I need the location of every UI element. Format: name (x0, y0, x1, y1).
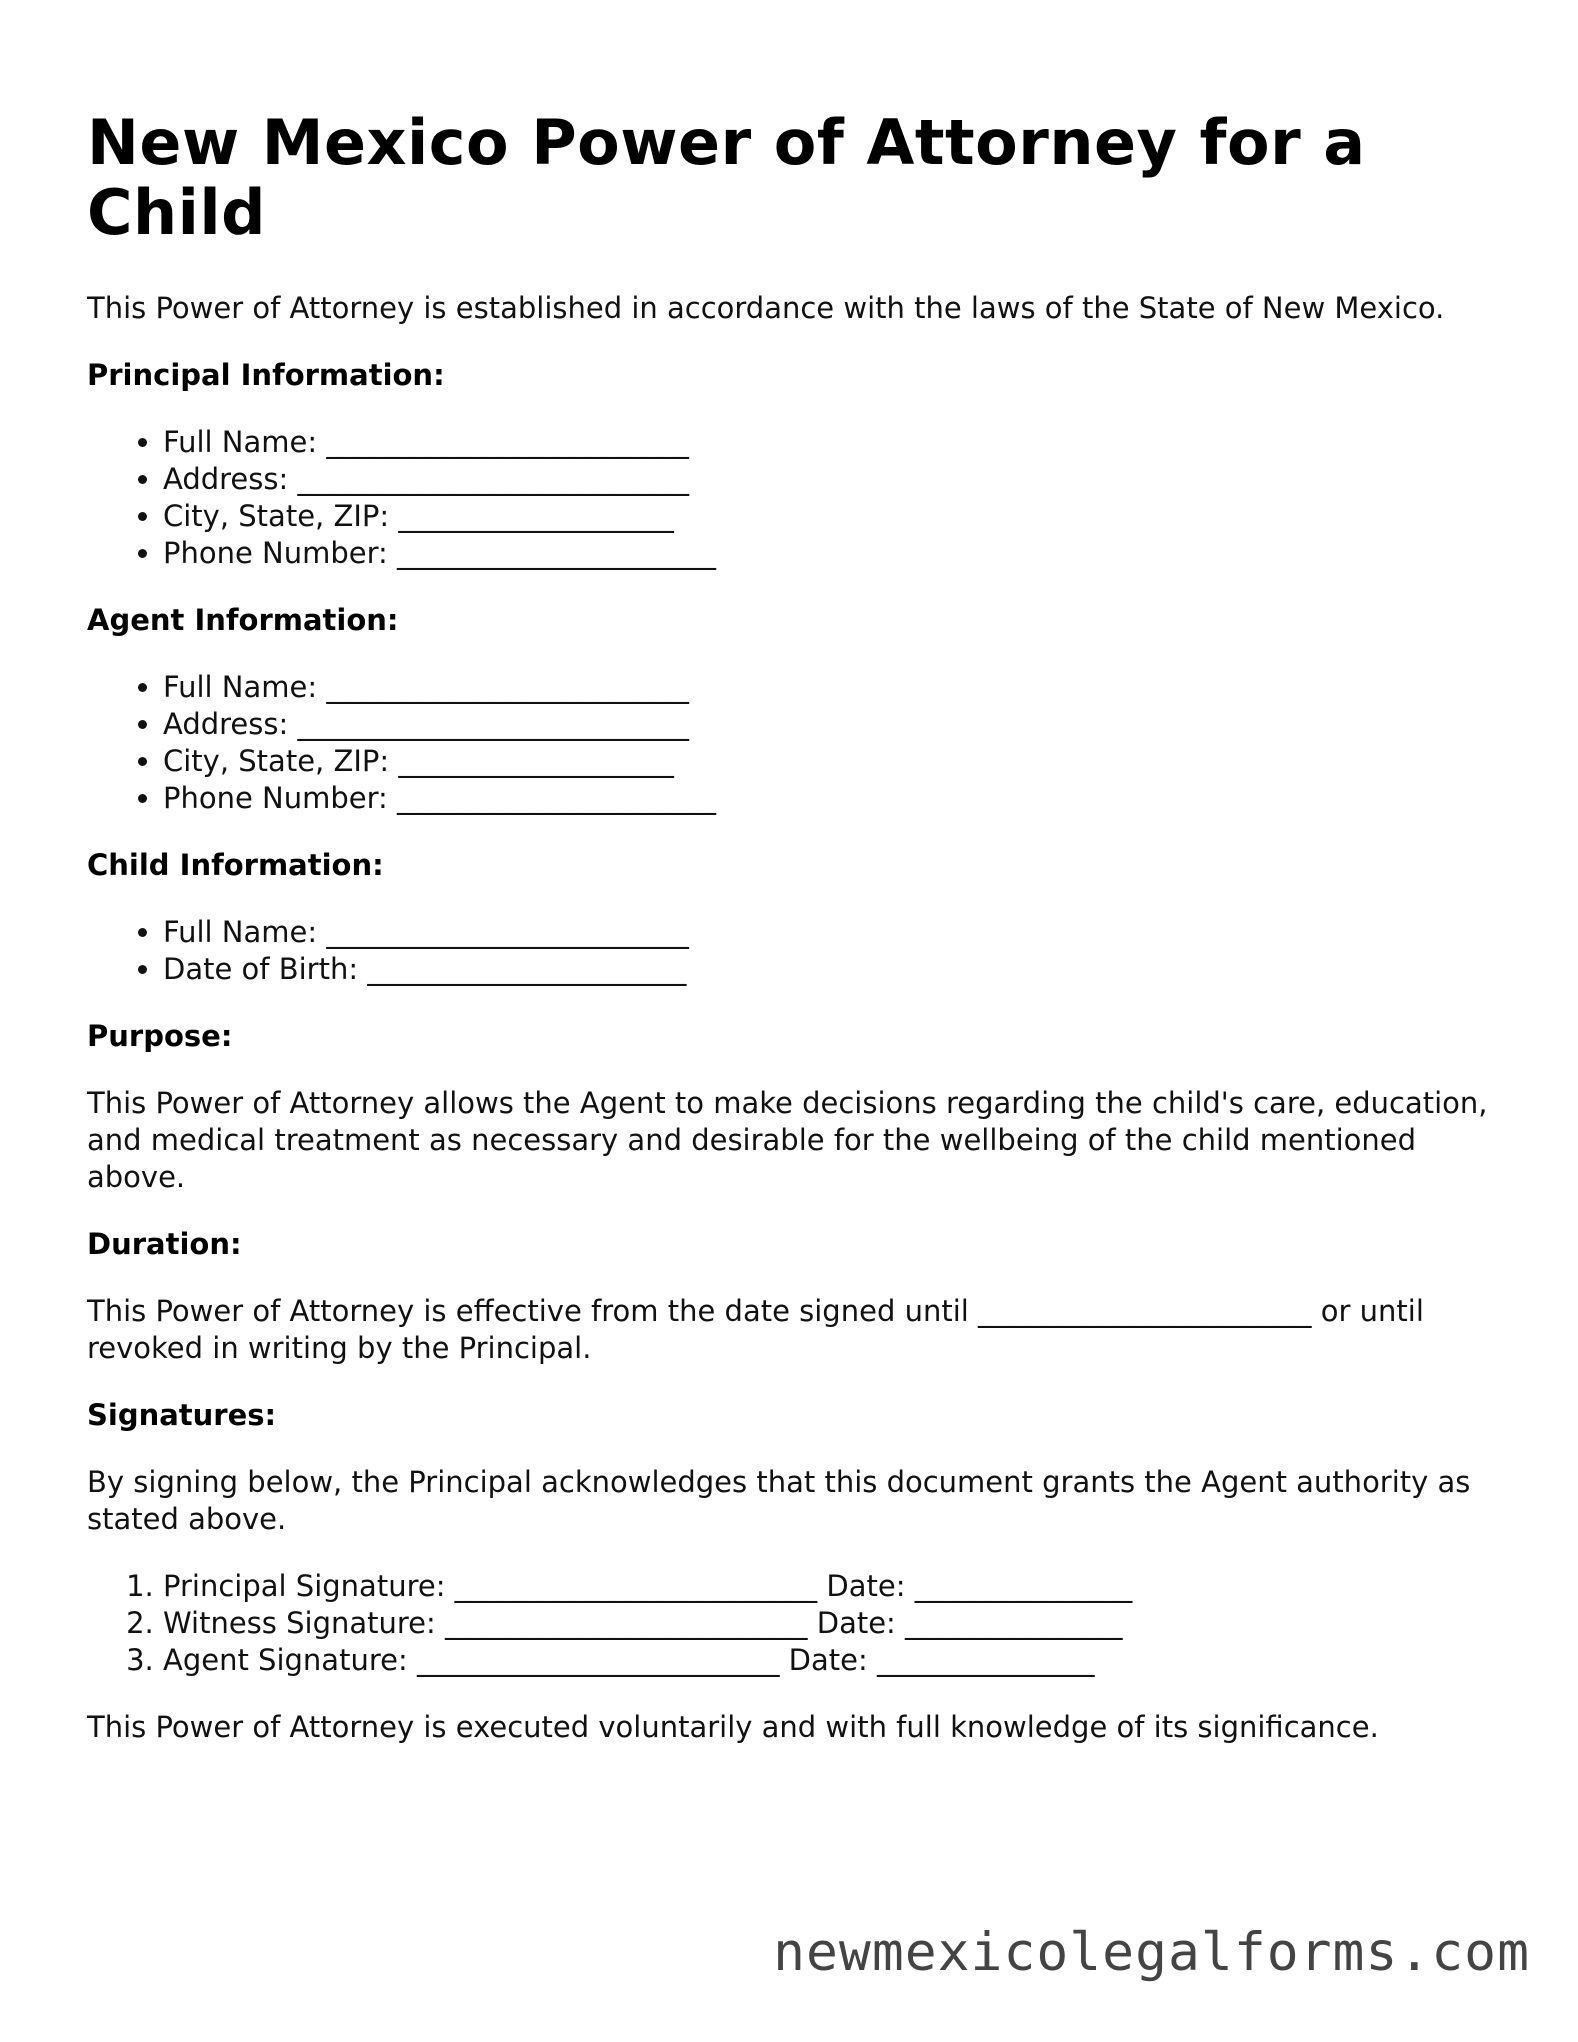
child-heading: Child Information: (87, 848, 384, 882)
principal-full-name: • Full Name: _________________________ (163, 424, 1507, 461)
duration-heading: Duration: (87, 1227, 242, 1261)
agent-signature-line: 3. Agent Signature: _________________________ Date: _______________ (163, 1642, 1507, 1679)
document-title: New Mexico Power of Attorney for a Child (87, 106, 1366, 249)
agent-list (87, 669, 1507, 817)
closing-paragraph: This Power of Attorney is executed voluntarily and with full knowledge of its significance. (87, 1710, 1379, 1744)
principal-city-state-zip: • City, State, ZIP: ___________________ (163, 498, 1507, 535)
child-full-name: • Full Name: _________________________ (163, 914, 1507, 951)
site-watermark: newmexicolegalforms.com (773, 1922, 1530, 1983)
intro-paragraph: This Power of Attorney is established in accordance with the laws of the State of New Mexico. (87, 291, 1445, 325)
duration-paragraph: This Power of Attorney is effective from the date signed until _______________________ or until revoked in writing by the Principal. (87, 1294, 1424, 1365)
signatures-paragraph: By signing below, the Principal acknowledges that this document grants the Agent authority as stated above. (87, 1465, 1471, 1536)
agent-address: • Address: ___________________________ (163, 706, 1507, 743)
purpose-paragraph: This Power of Attorney allows the Agent to make decisions regarding the child's care, education, and medical treatment as necessary and desirable for the wellbeing of the child mentioned above. (87, 1086, 1488, 1194)
principal-signature-line: 1. Principal Signature: _________________________ Date: _______________ (163, 1568, 1507, 1605)
signatures-list (87, 1568, 1507, 1679)
agent-city-state-zip: • City, State, ZIP: ___________________ (163, 743, 1507, 780)
signatures-heading: Signatures: (87, 1398, 277, 1432)
principal-address: • Address: ___________________________ (163, 461, 1507, 498)
child-date-of-birth: • Date of Birth: ______________________ (163, 951, 1507, 988)
child-list (87, 914, 1507, 988)
principal-phone: • Phone Number: ______________________ (163, 535, 1507, 572)
principal-heading: Principal Information: (87, 358, 445, 392)
document-page (87, 108, 1507, 1746)
agent-full-name: • Full Name: _________________________ (163, 669, 1507, 706)
principal-list (87, 424, 1507, 572)
purpose-heading: Purpose: (87, 1019, 233, 1053)
agent-heading: Agent Information: (87, 603, 399, 637)
witness-signature-line: 2. Witness Signature: _________________________ Date: _______________ (163, 1605, 1507, 1642)
agent-phone: • Phone Number: ______________________ (163, 780, 1507, 817)
